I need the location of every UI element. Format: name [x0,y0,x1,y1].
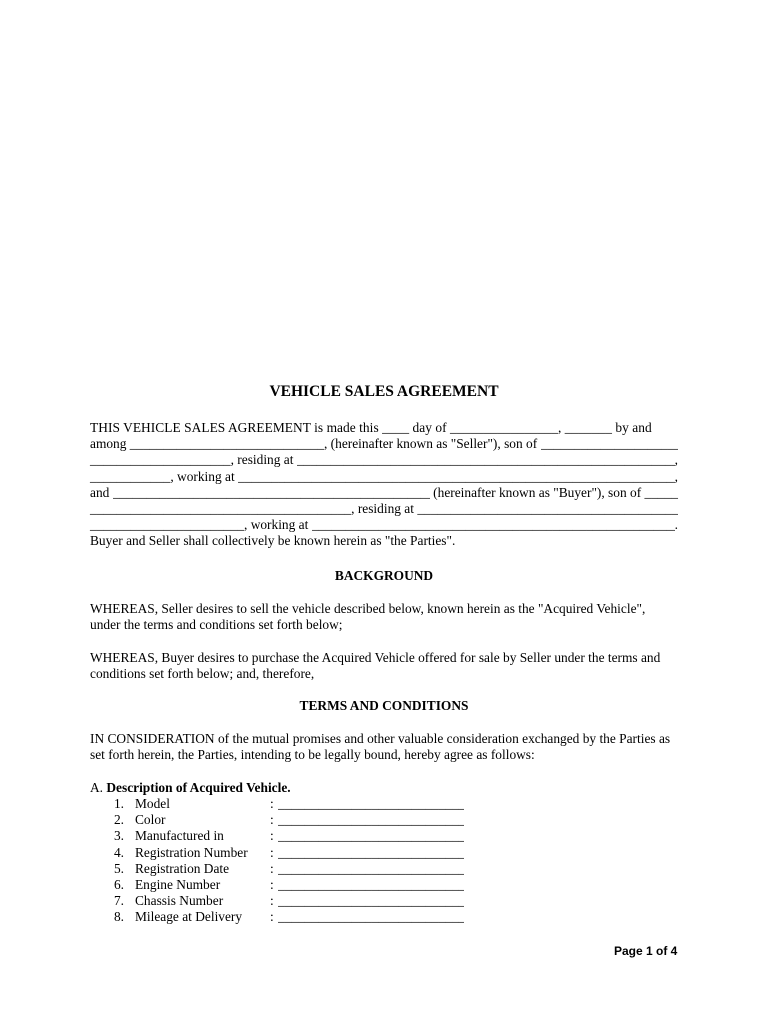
buyer-father-blank-cont[interactable]: _______________________________________ [90,500,352,516]
description-prefix: A. [90,780,107,795]
registration-number-blank[interactable] [278,845,464,861]
item-colon: : [270,893,274,909]
intro-line-2 [90,436,678,452]
item-colon: : [270,812,274,828]
item-label: Manufactured in [135,828,224,844]
item-number: 8. [113,909,124,925]
item-label: Mileage at Delivery [135,909,243,925]
intro-text: , [674,468,678,484]
list-item [90,909,490,925]
item-label: Color [135,812,166,828]
item-number: 6. [113,876,124,892]
item-number: 4. [113,844,124,860]
engine-number-blank[interactable] [278,877,464,893]
list-item [90,893,490,909]
seller-father-blank-cont[interactable]: _____________________ [90,452,231,468]
item-number: 1. [113,796,124,811]
model-blank[interactable] [278,796,464,812]
list-item [90,796,490,812]
intro-text: Buyer and Seller shall collectively be known herein as "the Parties". [90,533,456,549]
item-label: Engine Number [135,876,221,892]
description-heading [90,780,291,796]
background-paragraph-2: WHEREAS, Buyer desires to purchase the Acquired Vehicle offered for sale by Seller under the terms and conditions set forth below; and, therefore, [90,650,661,682]
intro-line-4 [90,469,678,485]
background-paragraph-1: WHEREAS, Seller desires to sell the vehicle described below, known herein as the "Acquired Vehicle", under the terms and conditions set forth below; [90,601,646,633]
terms-paragraph: IN CONSIDERATION of the mutual promises and other valuable consideration exchanged by the Parties as set forth herein, the Parties, intending to be legally bound, hereby agree as follows: [90,731,671,763]
intro-paragraph [90,420,678,550]
item-colon: : [270,876,274,892]
list-item [90,877,490,893]
intro-text: (hereinafter known as "Buyer"), son of _____ [429,484,678,500]
seller-address-blank[interactable] [297,452,675,468]
item-colon: : [270,828,274,844]
intro-text: , working at [244,517,312,533]
item-label: Registration Date [135,860,230,876]
intro-text: and [90,484,113,500]
intro-text: among [90,436,130,452]
item-colon: : [270,860,274,876]
page-number: Page 1 of 4 [614,944,678,958]
buyer-address-blank[interactable] [417,501,678,517]
seller-father-blank[interactable] [541,436,678,452]
seller-address-blank-cont[interactable]: ____________ [90,468,171,484]
mileage-blank[interactable] [278,909,464,925]
intro-line-3 [90,452,678,468]
item-number: 7. [113,893,124,909]
item-colon: : [270,909,274,925]
terms-heading: TERMS AND CONDITIONS [299,698,469,713]
intro-text: , [674,452,678,468]
color-blank[interactable] [278,812,464,828]
intro-line-8 [90,533,678,549]
intro-text: , residing at [230,452,297,468]
vehicle-details-list [90,796,490,926]
intro-text: , residing at [351,500,418,516]
intro-line-7 [90,517,678,533]
intro-text: . [674,517,678,533]
list-item [90,845,490,861]
intro-text: THIS VEHICLE SALES AGREEMENT is made this ____ day of ________________, _______ by and [90,420,652,435]
background-heading: BACKGROUND [334,568,434,583]
list-item [90,861,490,877]
manufactured-in-blank[interactable] [278,828,464,844]
buyer-address-blank-cont[interactable]: _______________________ [90,517,244,533]
intro-line-6 [90,501,678,517]
item-number: 5. [113,860,124,876]
list-item [90,828,490,844]
description-title: Description of Acquired Vehicle. [106,780,291,795]
seller-work-blank[interactable] [238,469,675,485]
intro-text: , working at [170,468,239,484]
document-title: VEHICLE SALES AGREEMENT [269,383,499,400]
registration-date-blank[interactable] [278,861,464,877]
list-item [90,812,490,828]
item-colon: : [270,796,274,811]
item-label: Chassis Number [135,893,224,909]
buyer-work-blank[interactable] [312,517,675,533]
intro-line-1 [90,420,678,436]
item-colon: : [270,844,274,860]
intro-line-5 [90,485,678,501]
item-number: 2. [113,812,124,828]
intro-text: , (hereinafter known as "Seller"), son of [323,436,541,452]
buyer-name-blank[interactable] [113,485,430,501]
item-label: Model [135,796,170,811]
item-number: 3. [113,828,124,844]
chassis-number-blank[interactable] [278,893,464,909]
item-label: Registration Number [135,844,248,860]
seller-name-blank[interactable]: _____________________________ [129,436,324,452]
